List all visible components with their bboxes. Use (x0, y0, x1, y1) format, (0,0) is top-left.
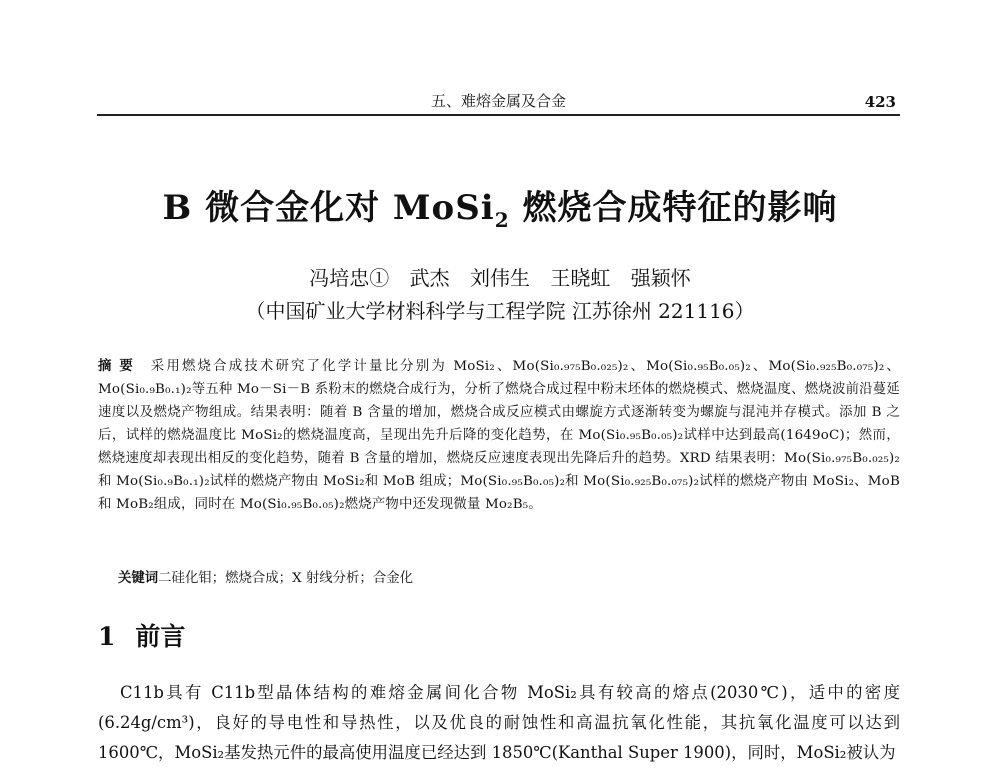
keywords-label: 关键词 (118, 570, 159, 586)
header-section-title: 五、难熔金属及合金 (430, 92, 566, 110)
abstract (98, 355, 900, 516)
affiliation: （中国矿业大学材料科学与工程学院 江苏徐州 221116） (245, 299, 755, 323)
running-header (97, 92, 900, 116)
keywords (118, 567, 900, 590)
body-paragraph (98, 678, 900, 768)
paper-title (0, 180, 1000, 232)
author-list: 冯培忠① 武杰 刘伟生 王晓虹 强颖怀 (309, 266, 691, 290)
body-paragraph-text: C11b具有 C11b型晶体结构的难熔金属间化合物 MoSi₂具有较高的熔点(2030℃)，适中的密度(6.24g/cm³)，良好的导电性和导热性，以及优良的耐蚀性和高温抗氧化性能，其抗氧化温度可以达到 1600℃，MoSi₂基发热元件的最高使用温度已经达到 1850℃(Kanthal Super 1900)，同时，MoSi₂被认为 (98, 683, 900, 762)
page-number: 423 (864, 93, 896, 111)
title-suffix: 燃烧合成特征的影响 (509, 188, 838, 228)
title-subscript: 2 (494, 207, 510, 232)
abstract-text: 采用燃烧合成技术研究了化学计量比分别为 MoSi₂、Mo(Si₀.₉₇₅B₀.₀₂₅)₂、Mo(Si₀.₉₅B₀.₀₅)₂、Mo(Si₀.₉₂₅B₀.₀₇₅)₂、Mo(Si₀.₉B₀.₁)₂等五种 Mo－Si－B 系粉末的燃烧合成行为，分析了燃烧合成过程中粉末坯体的燃烧模式、燃烧温度、燃烧波前沿蔓延速度以及燃烧产物组成。结果表明：随着 B 含量的增加，燃烧合成反应模式由螺旋方式逐渐转变为螺旋与混沌并存模式。添加 B 之后，试样的燃烧温度比 MoSi₂的燃烧温度高，呈现出先升后降的变化趋势，在 Mo(Si₀.₉₅B₀.₀₅)₂试样中达到最高(1649oC)；然而，燃烧速度却表现出相反的变化趋势，随着 B 含量的增加，燃烧反应速度表现出先降后升的趋势。XRD 结果表明：Mo(Si₀.₉₇₅B₀.₀₂₅)₂和 Mo(Si₀.₉B₀.₁)₂试样的燃烧产物由 MoSi₂和 MoB 组成；Mo(Si₀.₉₅B₀.₀₅)₂和 Mo(Si₀.₉₂₅B₀.₀₇₅)₂试样的燃烧产物由 MoSi₂、MoB 和 MoB₂组成，同时在 Mo(Si₀.₉₅B₀.₀₅)₂燃烧产物中还发现微量 Mo₂B₅。 (98, 359, 901, 512)
abstract-label: 摘要 (98, 358, 141, 374)
section-number: 1 (98, 622, 116, 651)
keywords-text: 二硅化钼；燃烧合成；X 射线分析；合金化 (158, 571, 413, 586)
title-prefix: B 微合金化对 MoSi (162, 188, 495, 228)
section-heading (98, 617, 185, 653)
section-title: 前言 (135, 622, 186, 651)
